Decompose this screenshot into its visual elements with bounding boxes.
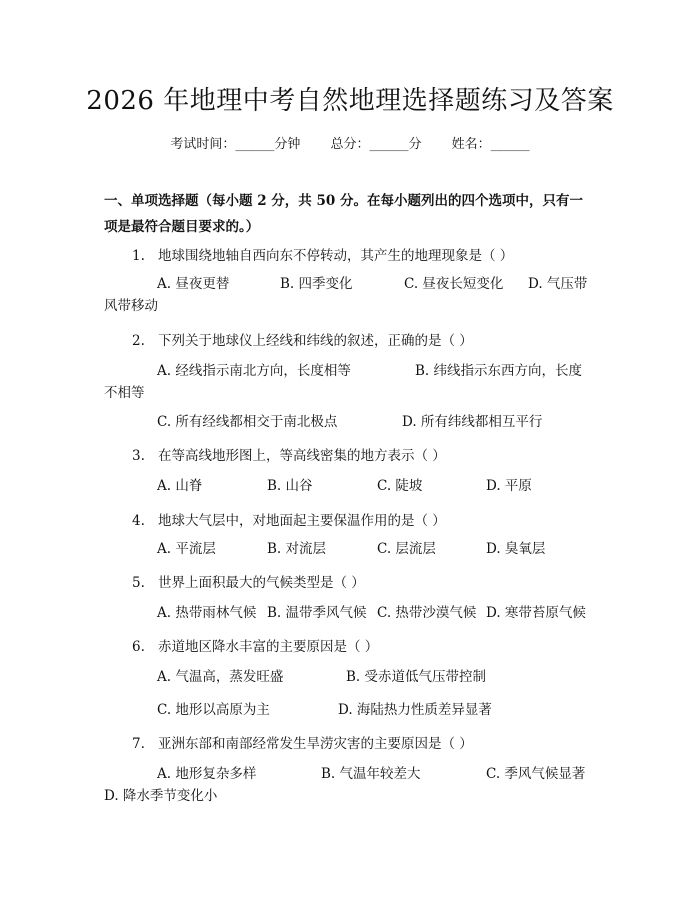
- option-b: B. 对流层: [267, 541, 327, 557]
- question-2: [132, 329, 473, 349]
- option-c: C. 所有经线都相交于南北极点: [157, 414, 338, 430]
- exam-info: [0, 133, 700, 152]
- section-heading: 一、单项选择题（每小题 2 分，共 50 分。在每小题列出的四个选项中，只有一项是最符合题目要求的。）: [104, 193, 583, 235]
- exam-time: 考试时间：______分钟: [170, 137, 301, 152]
- question-4: [132, 509, 446, 529]
- option-b: B. 纬线指示东西方向，长度不相等: [104, 363, 583, 401]
- option-b: B. 气温年较差大: [321, 766, 421, 782]
- option-d: D. 臭氧层: [486, 541, 546, 557]
- question-stem: 地球大气层中，对地面起主要保温作用的是（ ）: [158, 513, 446, 529]
- option-b: B. 受赤道低气压带控制: [346, 669, 487, 685]
- option-b: B. 四季变化: [280, 276, 353, 292]
- option-a: A. 山脊: [157, 478, 203, 494]
- option-c: C. 昼夜长短变化: [404, 276, 504, 292]
- question-stem: 世界上面积最大的气候类型是（ ）: [158, 575, 365, 591]
- question-6: [132, 635, 378, 655]
- question-stem: 亚洲东部和南部经常发生旱涝灾害的主要原因是（ ）: [158, 736, 473, 752]
- option-b: B. 温带季风气候: [267, 605, 367, 621]
- question-stem: 下列关于地球仪上经线和纬线的叙述，正确的是（ ）: [158, 333, 473, 349]
- option-b: B. 山谷: [267, 478, 313, 494]
- option-a: A. 平流层: [157, 541, 216, 557]
- question-5: [132, 571, 365, 591]
- option-d: D. 平原: [486, 478, 532, 494]
- option-d: D. 寒带苔原气候: [486, 605, 586, 621]
- option-c: C. 层流层: [377, 541, 436, 557]
- question-number: 2.: [132, 333, 145, 349]
- question-number: 6.: [132, 639, 145, 655]
- question-stem: 在等高线地形图上，等高线密集的地方表示（ ）: [158, 448, 446, 464]
- exam-score: 总分：______分: [330, 137, 422, 152]
- option-d: D. 降水季节变化小: [104, 788, 218, 804]
- question-number: 7.: [132, 736, 145, 752]
- option-a: A. 热带雨林气候: [157, 605, 257, 621]
- question-number: 4.: [132, 513, 145, 529]
- option-a: A. 气温高，蒸发旺盛: [157, 669, 284, 685]
- option-a: A. 经线指示南北方向，长度相等: [157, 363, 351, 379]
- option-c: C. 地形以高原为主: [157, 702, 270, 718]
- option-c: C. 陡坡: [377, 478, 423, 494]
- question-stem: 地球围绕地轴自西向东不停转动，其产生的地理现象是（ ）: [158, 248, 514, 264]
- question-number: 1.: [132, 248, 145, 264]
- question-1: [132, 244, 513, 264]
- question-1-option-d-wrap: [104, 273, 594, 317]
- option-d-text: D. 气压带风带移动: [104, 276, 588, 314]
- document-title: 2026 年地理中考自然地理选择题练习及答案: [86, 86, 614, 116]
- option-a: A. 地形复杂多样: [157, 766, 257, 782]
- exam-name: 姓名：______: [451, 137, 530, 152]
- question-2-option-b-wrap: [104, 360, 594, 404]
- question-7: [132, 732, 473, 752]
- option-c: C. 热带沙漠气候: [377, 605, 477, 621]
- question-3: [132, 444, 446, 464]
- question-number: 3.: [132, 448, 145, 464]
- option-d: D. 海陆热力性质差异显著: [338, 702, 492, 718]
- option-a: A. 昼夜更替: [157, 276, 230, 292]
- question-stem: 赤道地区降水丰富的主要原因是（ ）: [158, 639, 379, 655]
- option-d: D. 所有纬线都相互平行: [402, 414, 543, 430]
- question-number: 5.: [132, 575, 145, 591]
- option-c: C. 季风气候显著: [486, 766, 586, 782]
